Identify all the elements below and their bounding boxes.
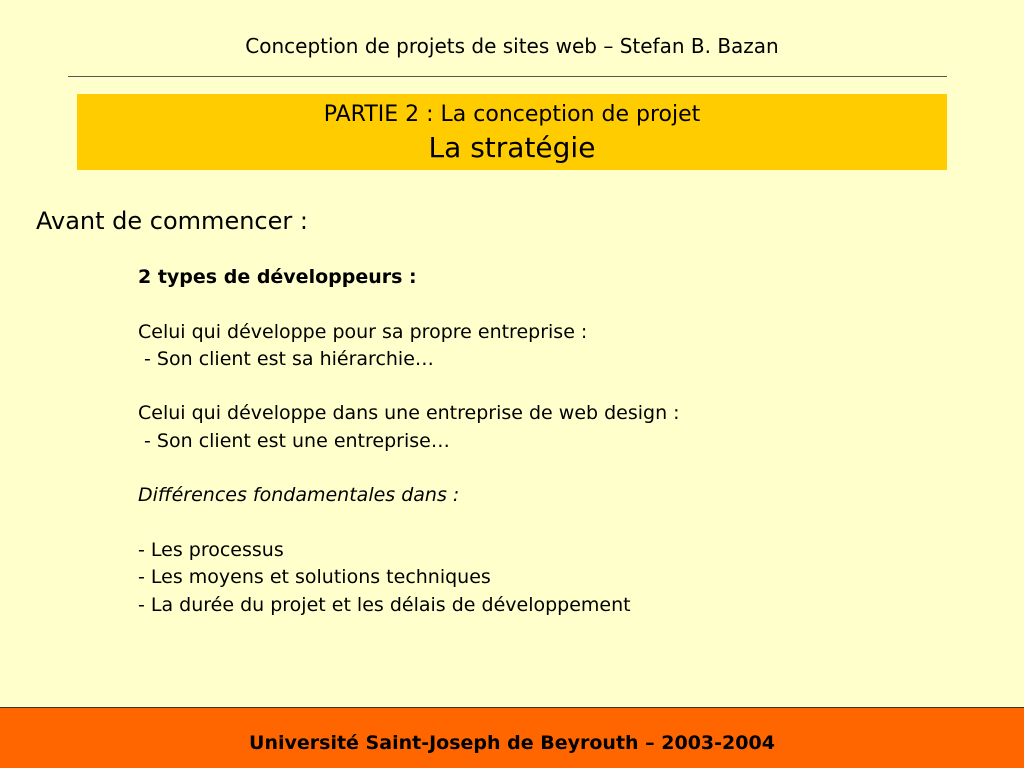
content-line-differences: Différences fondamentales dans : — [138, 484, 460, 507]
content-blank-line — [138, 455, 958, 482]
footer-text: Université Saint-Joseph de Beyrouth – 2003-2004 — [249, 732, 775, 754]
slide-footer — [0, 707, 1024, 768]
section-heading: Avant de commencer : — [36, 207, 308, 235]
list-item-processes: - Les processus — [138, 538, 284, 561]
list-item-means-solutions: - Les moyens et solutions techniques — [138, 566, 491, 589]
slide-content — [138, 264, 958, 619]
content-line-web-design-company: Celui qui développe dans une entreprise de web design : — [138, 402, 680, 425]
content-line-own-company: Celui qui développe pour sa propre entreprise : — [138, 320, 588, 343]
header-divider — [68, 76, 947, 77]
content-line-developer-types: 2 types de développeurs : — [138, 266, 417, 288]
content-line-client-hierarchy: - Son client est sa hiérarchie… — [138, 347, 434, 370]
content-blank-line — [138, 291, 958, 318]
content-blank-line — [138, 373, 958, 400]
list-item-duration-deadlines: - La durée du projet et les délais de développement — [138, 593, 631, 616]
part-title: PARTIE 2 : La conception de projet — [323, 102, 701, 127]
content-blank-line — [138, 510, 958, 537]
slide-header: Conception de projets de sites web – Stefan B. Bazan — [245, 34, 779, 58]
title-box — [77, 94, 947, 170]
slide-title: La stratégie — [428, 131, 596, 164]
content-line-client-company: - Son client est une entreprise… — [138, 429, 450, 452]
